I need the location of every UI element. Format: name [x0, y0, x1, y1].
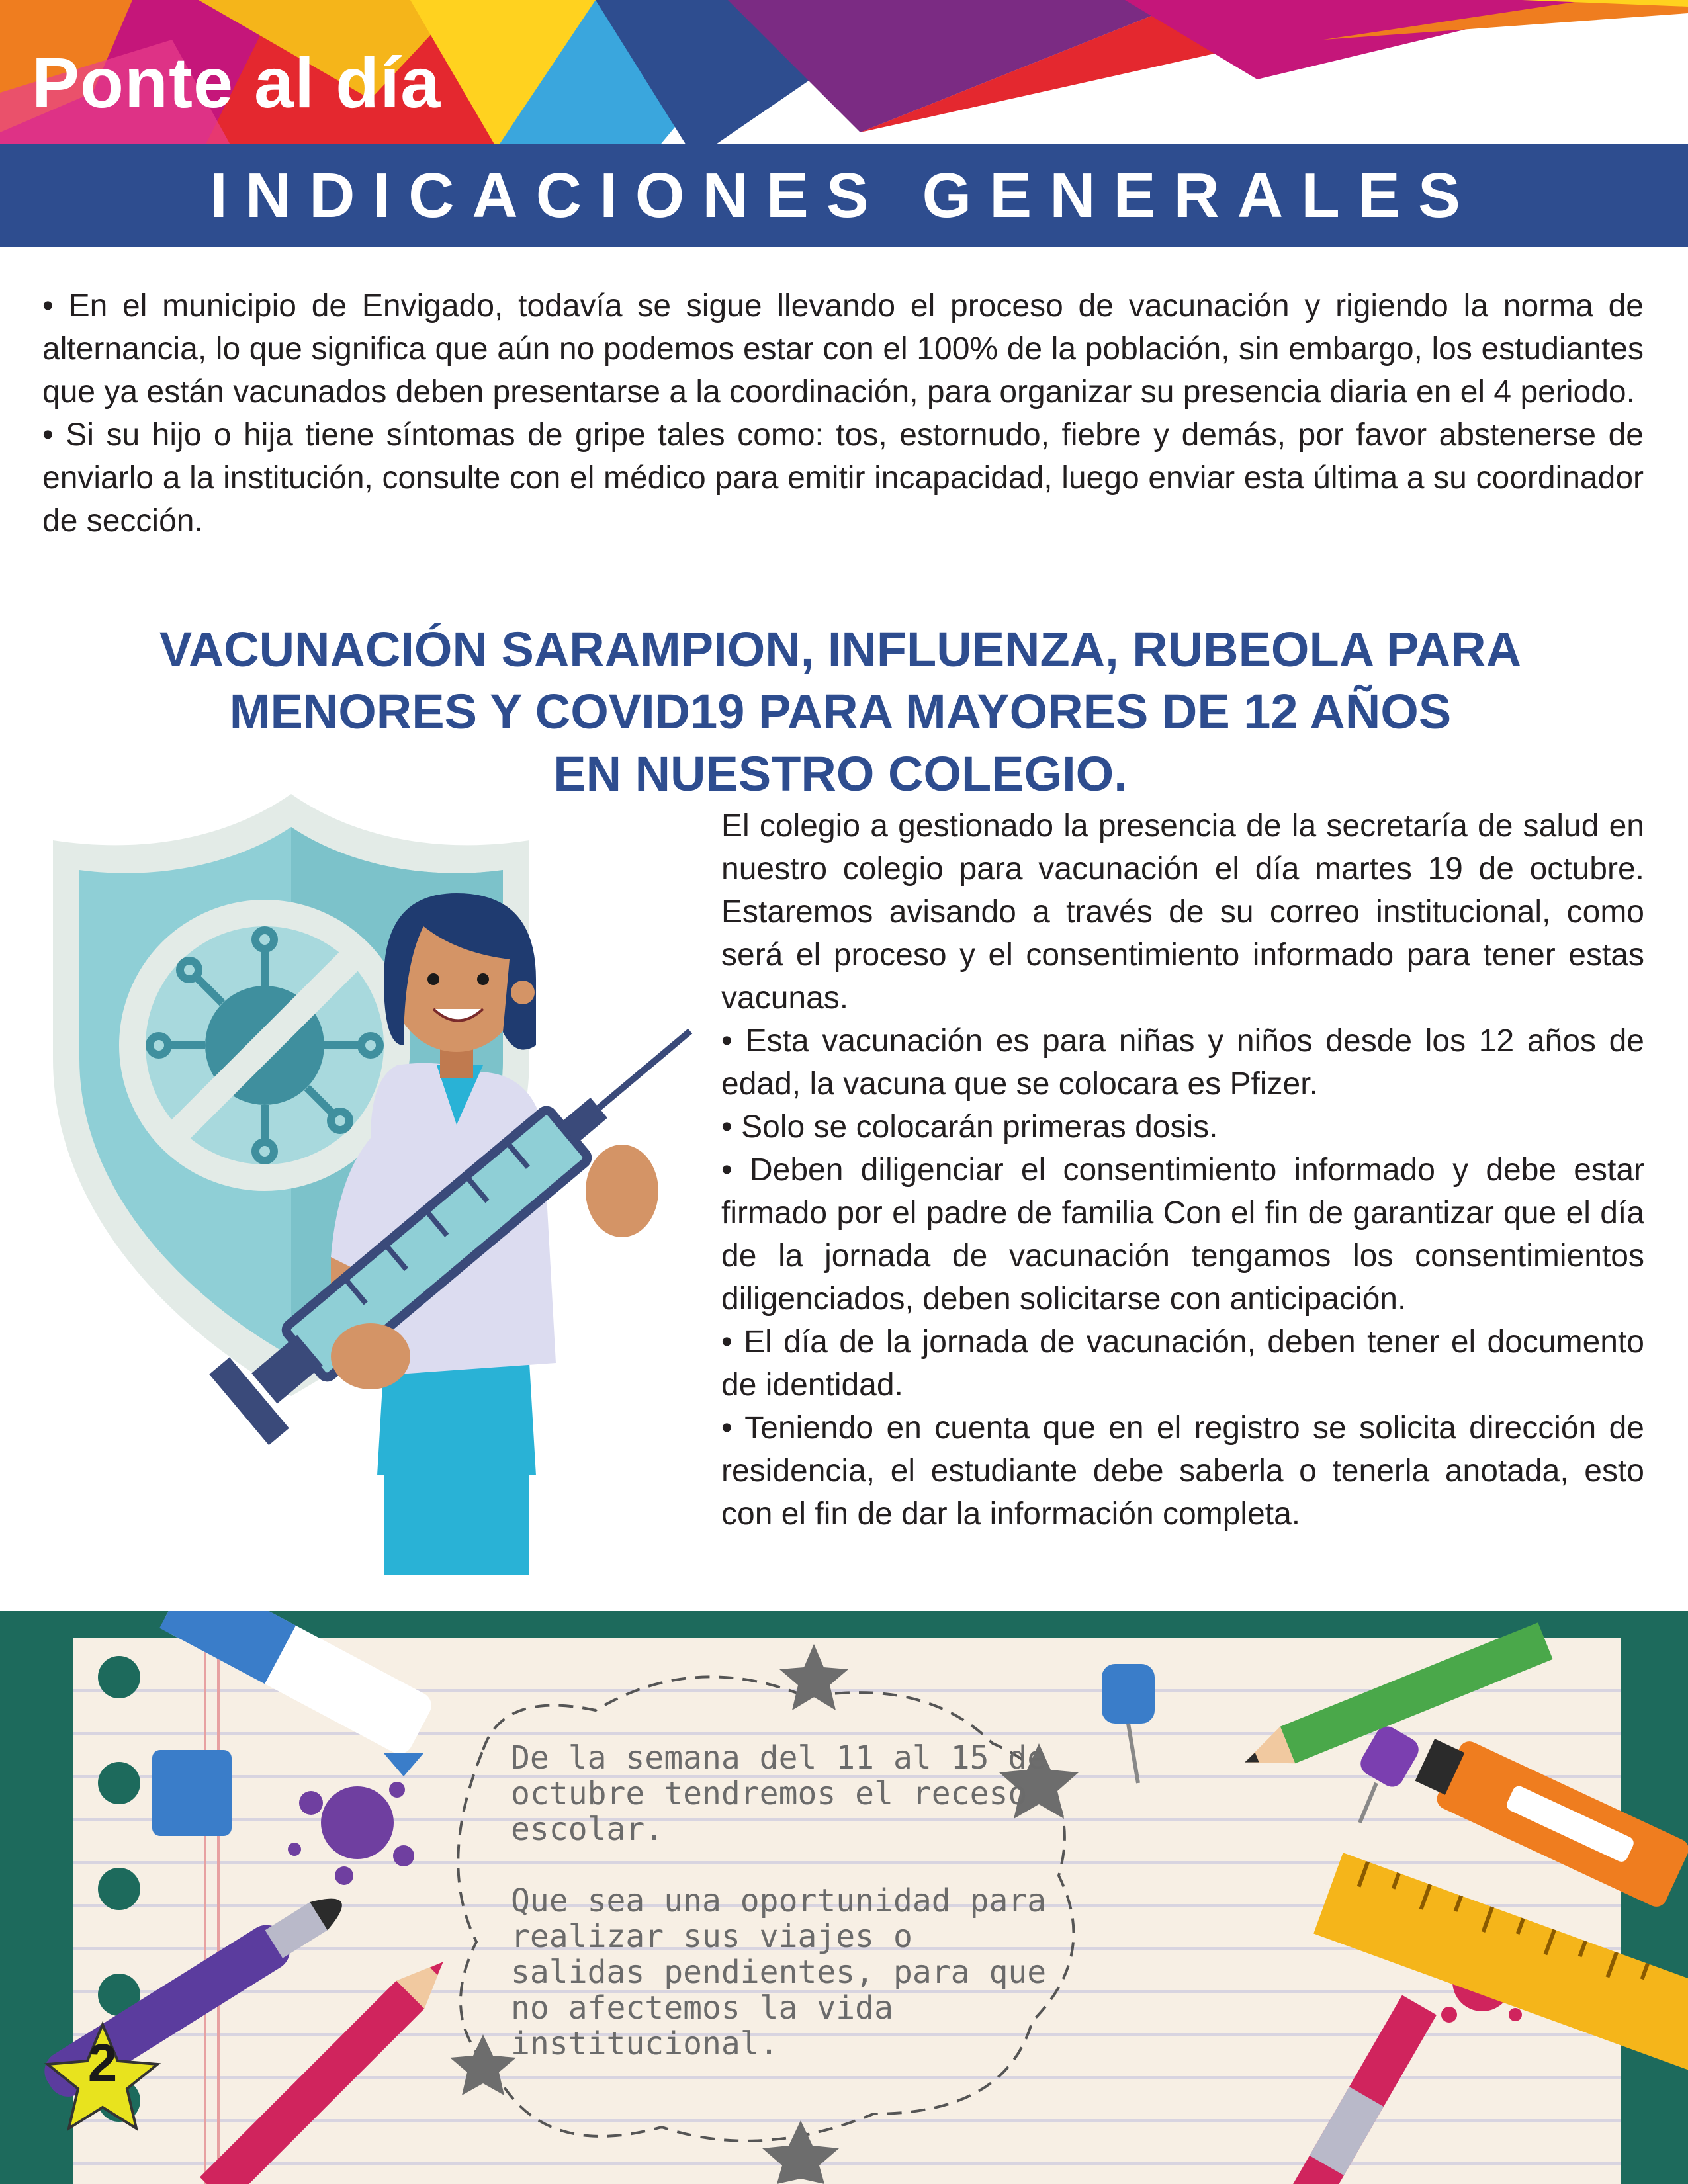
- vaccination-heading: [79, 619, 1601, 805]
- marker-cap-icon: [152, 1750, 232, 1836]
- page-number: 2: [87, 2033, 118, 2092]
- instruction-paragraph: • En el municipio de Envigado, todavía se sigue llevando el proceso de vacunación y rigiendo la norma de alternancia, lo que significa que aún no podemos estar con el 100% de la población, sin embargo, los estudiantes que ya están vacunados deben presentarse a la coordinación, para organizar su presencia diaria en el 4 periodo.: [42, 288, 1644, 410]
- school-recess-note: [511, 1740, 1053, 2097]
- vaccination-paragraph: El colegio a gestionado la presencia de la secretaría de salud en nuestro colegio para vacunación el día martes 19 de octubre. Estaremos avisando a través de su correo institucional, como será el proceso y el consentimiento informado para tener estas vacunas.: [721, 808, 1644, 1016]
- nurse-vaccine-illustration: [26, 781, 715, 1575]
- heading-line: MENORES Y COVID19 PARA MAYORES DE 12 AÑOS: [229, 684, 1452, 739]
- no-virus-icon: [132, 913, 397, 1178]
- heading-line: EN NUESTRO COLEGIO.: [553, 746, 1128, 801]
- vaccination-paragraph: • El día de la jornada de vacunación, deben tener el documento de identidad.: [721, 1325, 1644, 1403]
- brand-title: Ponte al día: [32, 42, 441, 122]
- vaccination-paragraph: • Solo se colocarán primeras dosis.: [721, 1110, 1218, 1145]
- note-paragraph: Que sea una oportunidad para realizar sus viajes o salidas pendientes, para que no afectemos la vida institucional.: [511, 1882, 1047, 2062]
- vaccination-details: [721, 805, 1644, 1536]
- instruction-paragraph: • Si su hijo o hija tiene síntomas de gripe tales como: tos, estornudo, fiebre y demás, por favor abstenerse de enviarlo a la institución, consulte con el médico para emitir incapacidad, luego enviar esta última a su coordinador de sección.: [42, 417, 1644, 539]
- note-paragraph: De la semana del 11 al 15 de octubre tendremos el receso escolar.: [511, 1739, 1047, 1848]
- heading-line: VACUNACIÓN SARAMPION, INFLUENZA, RUBEOLA PARA: [159, 622, 1522, 677]
- vaccination-paragraph: • Teniendo en cuenta que en el registro se solicita dirección de residencia, el estudiante debe saberla o tenerla anotada, esto con el fin de dar la información completa.: [721, 1411, 1644, 1532]
- section-title: INDICACIONES GENERALES: [210, 160, 1478, 231]
- section-band: [0, 144, 1688, 247]
- vaccination-paragraph: • Deben diligenciar el consentimiento informado y debe estar firmado por el padre de familia Con el fin de garantizar que el día de la jornada de vacunación tengamos los consentimientos diligenciados, deben solicitarse con anticipación.: [721, 1153, 1644, 1317]
- vaccination-paragraph: • Esta vacunación es para niñas y niños desde los 12 años de edad, la vacuna que se colocara es Pfizer.: [721, 1024, 1644, 1102]
- general-instructions: [42, 284, 1644, 543]
